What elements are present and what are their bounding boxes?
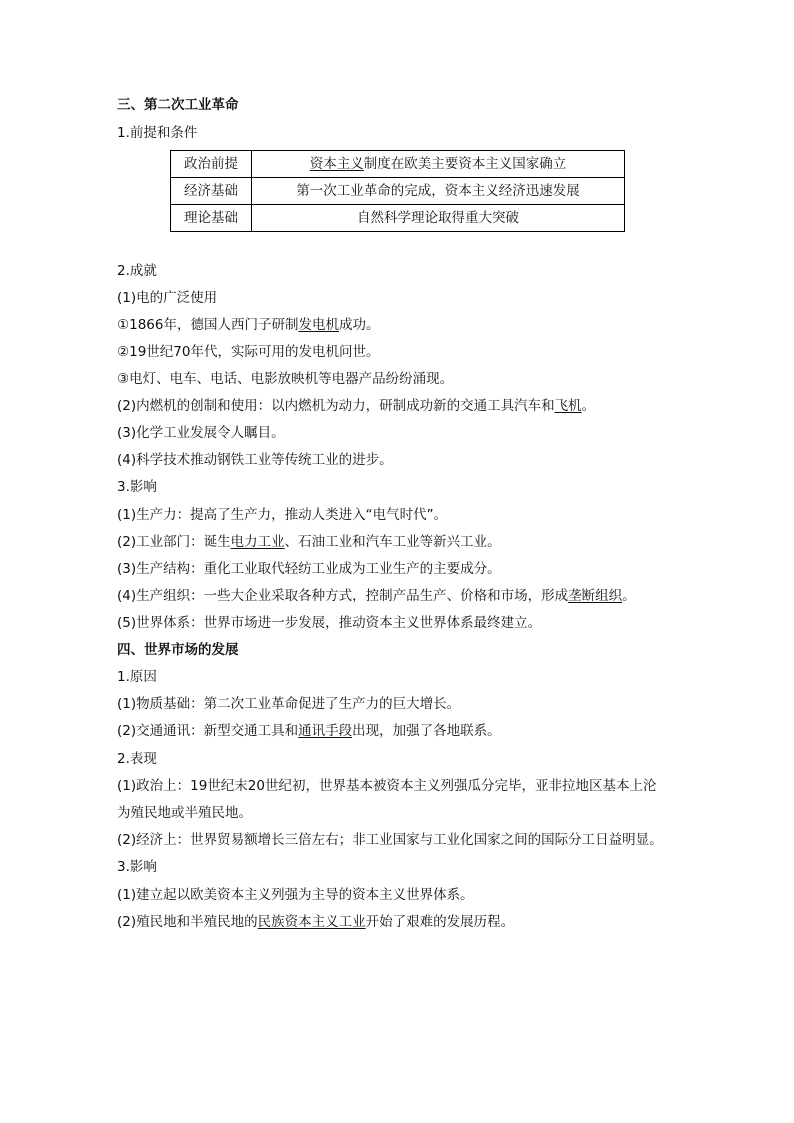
- underlined-term: 垄断组织: [568, 588, 623, 604]
- paragraph: (1)物质基础：第二次工业革命促进了生产力的巨大增长。: [117, 696, 461, 712]
- underlined-term: 电力工业: [230, 534, 285, 550]
- conditions-table: [170, 150, 625, 232]
- table-cell-value: 第一次工业革命的完成，资本主义经济迅速发展: [252, 178, 625, 205]
- paragraph: (3)化学工业发展令人瞩目。: [117, 425, 285, 441]
- table-cell-value: 资本主义制度在欧美主要资本主义国家确立: [252, 151, 625, 178]
- table-cell-label: 政治前提: [171, 151, 252, 178]
- table-row: [171, 151, 625, 178]
- subsection-impact-heading: 3.影响: [117, 859, 157, 875]
- paragraph: (3)生产结构：重化工业取代轻纺工业成为工业生产的主要成分。: [117, 561, 501, 577]
- underlined-term: 发电机: [298, 317, 339, 333]
- paragraph: (2)经济上：世界贸易额增长三倍左右；非工业国家与工业化国家之间的国际分工日益明显。: [117, 832, 663, 848]
- paragraph: (1)生产力：提高了生产力，推动人类进入“电气时代”。: [117, 507, 448, 523]
- paragraph-continuation: 为殖民地或半殖民地。: [117, 805, 252, 821]
- paragraph: (4)科学技术推动钢铁工业等传统工业的进步。: [117, 452, 393, 468]
- subsection-causes-heading: 1.原因: [117, 669, 157, 685]
- underlined-term: 民族资本主义工业: [257, 914, 366, 930]
- subsection-manifestation-heading: 2.表现: [117, 751, 157, 767]
- paragraph: ②19世纪70年代，实际可用的发电机问世。: [117, 344, 380, 360]
- paragraph: (2)交通通讯：新型交通工具和通讯手段出现，加强了各地联系。: [117, 723, 501, 739]
- paragraph: ③电灯、电车、电话、电影放映机等电器产品纷纷涌现。: [117, 371, 454, 387]
- paragraph: (2)殖民地和半殖民地的民族资本主义工业开始了艰难的发展历程。: [117, 914, 515, 930]
- table-cell-value: 自然科学理论取得重大突破: [252, 205, 625, 232]
- subsection-impact-heading: 3.影响: [117, 479, 157, 495]
- underlined-term: 通讯手段: [298, 723, 353, 739]
- paragraph: (2)内燃机的创制和使用：以内燃机为动力，研制成功新的交通工具汽车和飞机。: [117, 398, 596, 414]
- paragraph: (1)政治上：19世纪末20世纪初，世界基本被资本主义列强瓜分完毕，亚非拉地区基本上沦: [117, 778, 657, 794]
- subsection-premise-heading: 1.前提和条件: [117, 125, 198, 141]
- table-cell-label: 经济基础: [171, 178, 252, 205]
- section-3-heading: 三、第二次工业革命: [117, 97, 239, 113]
- paragraph: (1)电的广泛使用: [117, 290, 218, 306]
- table-row: [171, 178, 625, 205]
- paragraph: (1)建立起以欧美资本主义列强为主导的资本主义世界体系。: [117, 887, 474, 903]
- table-cell-label: 理论基础: [171, 205, 252, 232]
- underlined-term: 飞机: [554, 398, 582, 414]
- paragraph: ①1866年，德国人西门子研制发电机成功。: [117, 317, 380, 333]
- underlined-term: 资本主义: [309, 156, 364, 172]
- table-row: [171, 205, 625, 232]
- paragraph: (2)工业部门：诞生电力工业、石油工业和汽车工业等新兴工业。: [117, 534, 501, 550]
- paragraph: (4)生产组织：一些大企业采取各种方式，控制产品生产、价格和市场，形成垄断组织。: [117, 588, 636, 604]
- paragraph: (5)世界体系：世界市场进一步发展，推动资本主义世界体系最终建立。: [117, 615, 542, 631]
- section-4-heading: 四、世界市场的发展: [117, 642, 239, 658]
- subsection-achievements-heading: 2.成就: [117, 263, 157, 279]
